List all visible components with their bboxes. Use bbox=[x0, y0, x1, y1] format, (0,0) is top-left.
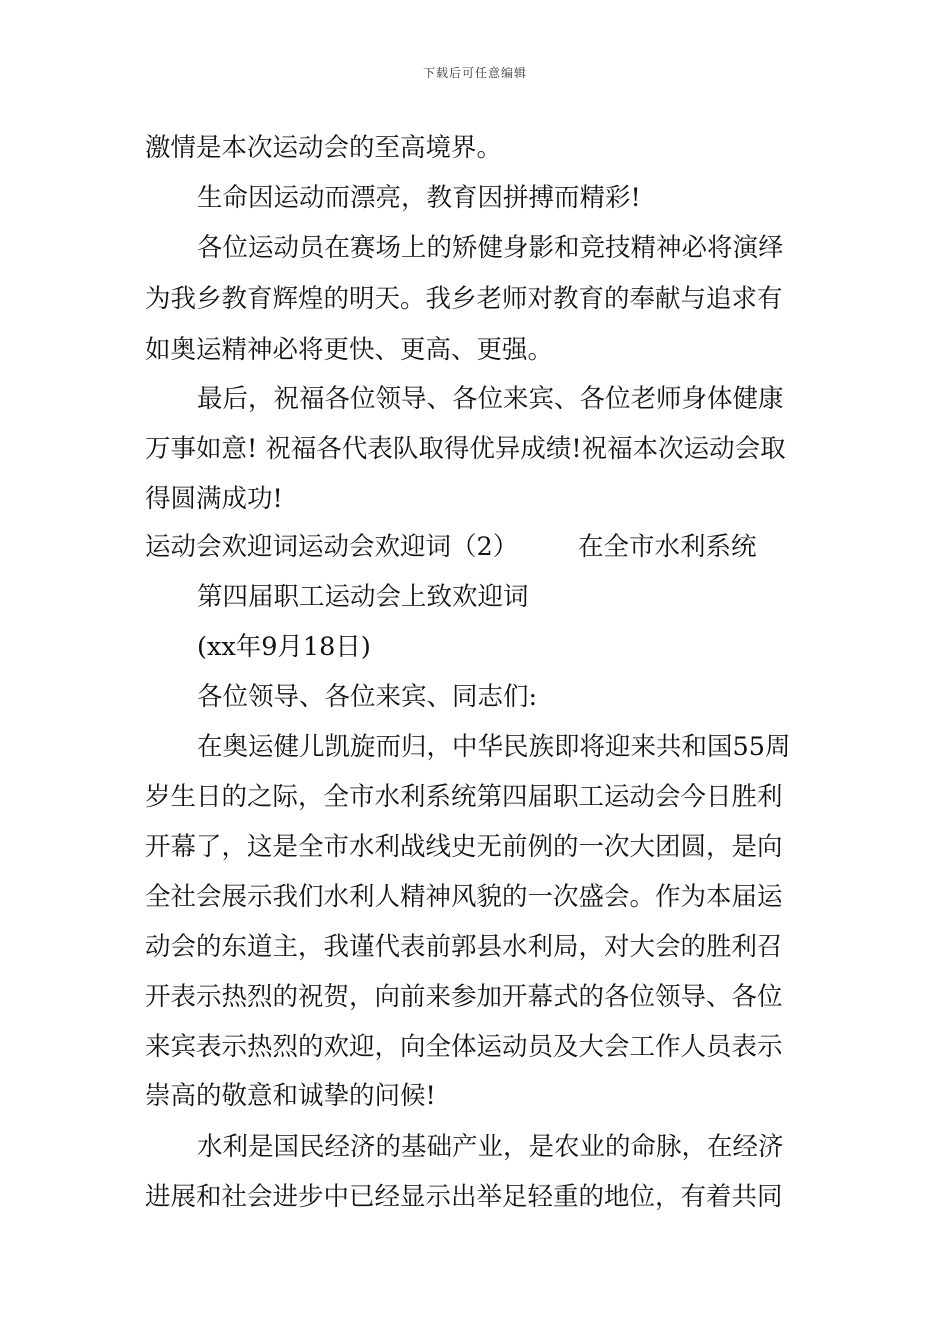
text-line: 动会的东道主，我谨代表前郭县水利局，对大会的胜利召 bbox=[145, 932, 783, 962]
text-line: 万事如意! 祝福各代表队取得优异成绩!祝福本次运动会取 bbox=[145, 434, 786, 464]
text-line: 生命因运动而漂亮，教育因拼搏而精彩! bbox=[197, 183, 641, 213]
speech-date: (xx年9月18日) bbox=[197, 632, 371, 662]
text-line: 为我乡教育辉煌的明天。我乡老师对教育的奉献与追求有 bbox=[145, 284, 783, 314]
text-line: 开幕了，这是全市水利战线史无前例的一次大团圆，是向 bbox=[145, 832, 783, 862]
text-line: 进展和社会进步中已经显示出举足轻重的地位，有着共同 bbox=[145, 1182, 783, 1212]
speech-title: 第四届职工运动会上致欢迎词 bbox=[197, 582, 529, 612]
text-line: 水利是国民经济的基础产业，是农业的命脉，在经济 bbox=[197, 1132, 784, 1162]
text-line: 来宾表示热烈的欢迎，向全体运动员及大会工作人员表示 bbox=[145, 1032, 783, 1062]
text-line: 全社会展示我们水利人精神风貌的一次盛会。作为本届运 bbox=[145, 882, 783, 912]
section-heading: 运动会欢迎词运动会欢迎词（2） bbox=[145, 532, 519, 562]
text-line: 在奥运健儿凯旋而归，中华民族即将迎来共和国55周 bbox=[197, 732, 791, 762]
page-header: 下载后可任意编辑 bbox=[422, 66, 527, 80]
text-line: 得圆满成功! bbox=[145, 484, 283, 514]
text-line: 各位运动员在赛场上的矫健身影和竞技精神必将演绎 bbox=[197, 233, 784, 263]
text-line: 开表示热烈的祝贺，向前来参加开幕式的各位领导、各位 bbox=[145, 982, 783, 1012]
text-line: 崇高的敬意和诚挚的问候! bbox=[145, 1081, 436, 1111]
text-line: 激情是本次运动会的至高境界。 bbox=[145, 133, 503, 163]
text-line: 如奥运精神必将更快、更高、更强。 bbox=[145, 335, 554, 365]
text-line: 最后，祝福各位领导、各位来宾、各位老师身体健康 bbox=[197, 384, 784, 414]
text-line: 岁生日的之际，全市水利系统第四届职工运动会今日胜利 bbox=[145, 782, 783, 812]
salutation: 各位领导、各位来宾、同志们: bbox=[197, 682, 538, 712]
section-heading-right: 在全市水利系统 bbox=[578, 532, 757, 562]
